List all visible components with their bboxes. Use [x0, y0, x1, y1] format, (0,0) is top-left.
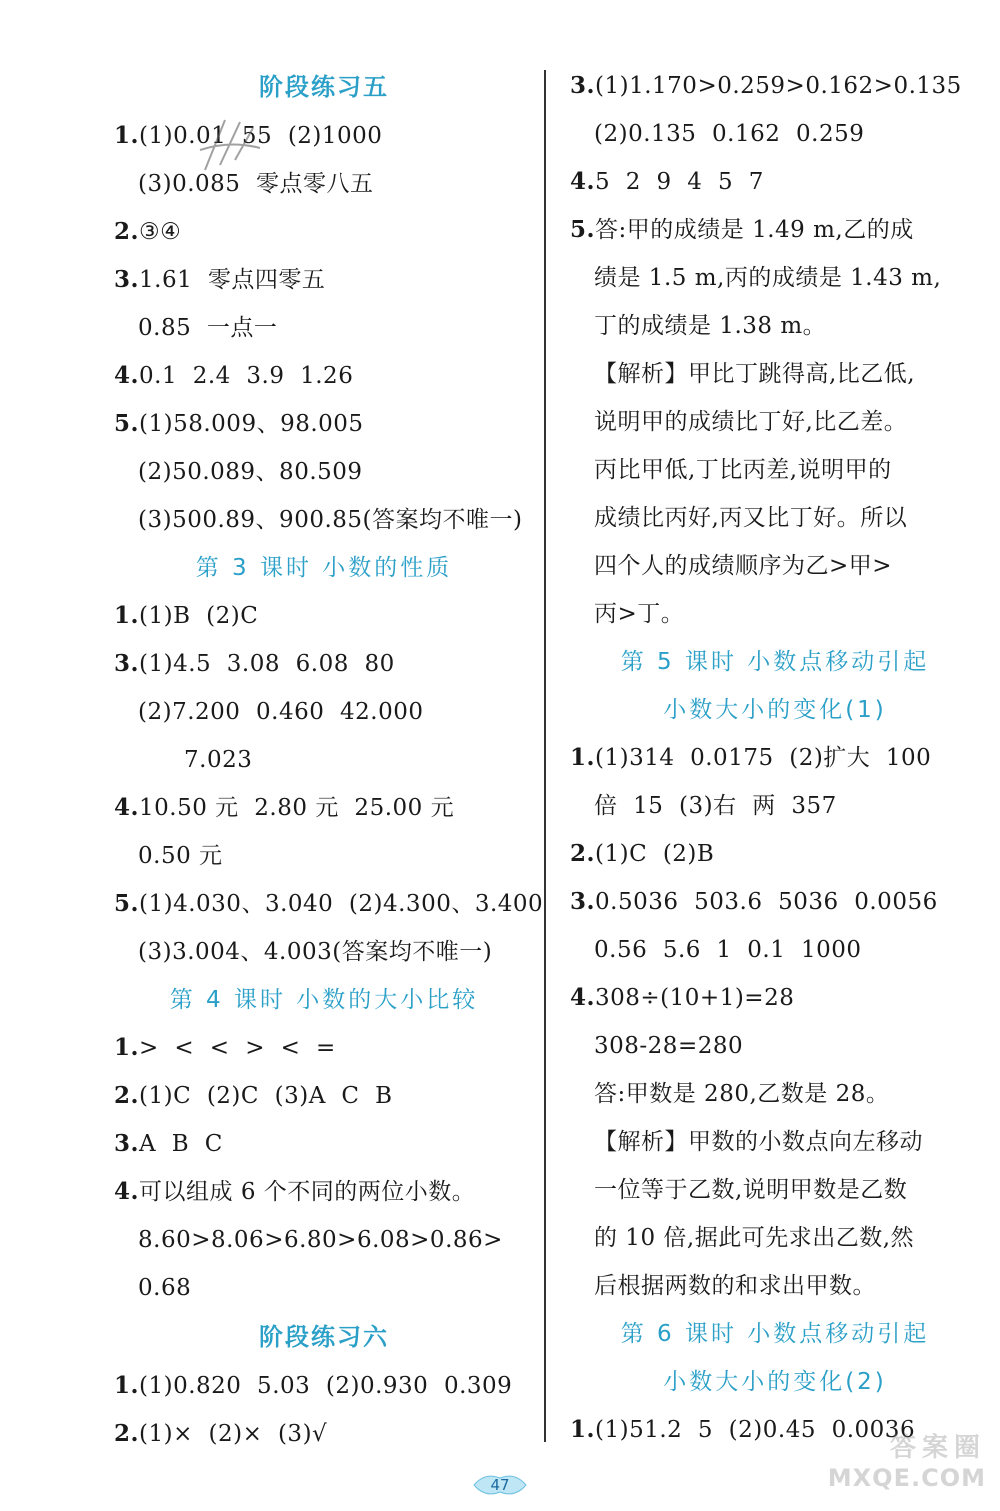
question-number: 3. [570, 888, 596, 915]
question-number: 4. [114, 794, 140, 821]
answer-text: 0.5036 503.6 5036 0.0056 [595, 889, 938, 915]
answer-text: 绩是 1.5 m,丙的成绩是 1.43 m, [594, 265, 942, 291]
question-number: 5. [570, 216, 596, 243]
answer-text: 可以组成 6 个不同的两位小数。 [139, 1179, 476, 1205]
answer-text: (1)B (2)C [139, 603, 259, 629]
answer-line [570, 974, 980, 1022]
answer-line [570, 734, 980, 782]
answer-text: 5 2 9 4 5 7 [595, 169, 764, 195]
question-number: 5. [114, 410, 140, 437]
answer-text: 0.50 元 [138, 843, 223, 869]
question-number: 1. [570, 1416, 596, 1443]
answer-line [114, 1410, 534, 1458]
answer-line [570, 1118, 980, 1166]
question-number: 2. [114, 1420, 140, 1447]
answer-line [114, 784, 534, 832]
question-number: 1. [114, 122, 140, 149]
answer-text: 丙比甲低,丁比丙差,说明甲的 [594, 457, 892, 483]
answer-text: 0.1 2.4 3.9 1.26 [139, 363, 354, 389]
answer-line [114, 400, 534, 448]
answer-text: (3)500.89、900.85(答案均不唯一) [138, 507, 523, 533]
question-number: 1. [114, 1372, 140, 1399]
section-heading: 第 4 课时 小数的大小比较 [169, 987, 479, 1013]
answer-line [114, 928, 534, 976]
answer-line [114, 736, 534, 784]
answer-text: (1)1.170>0.259>0.162>0.135 [595, 73, 962, 99]
answer-line [114, 112, 534, 160]
answer-text: 倍 15 (3)右 两 357 [594, 793, 837, 819]
answer-text: (3)0.085 零点零八五 [138, 171, 374, 197]
answer-text: 8.60>8.06>6.80>6.08>0.86> [138, 1227, 503, 1253]
answer-line [570, 1214, 980, 1262]
answer-line [570, 206, 980, 254]
answer-line [570, 494, 980, 542]
answer-text: (1)58.009、98.005 [139, 411, 364, 437]
section-heading: 第 5 课时 小数点移动引起 [620, 649, 930, 675]
answer-line [570, 254, 980, 302]
answer-line [570, 542, 980, 590]
answer-text: 【解析】甲比丁跳得高,比乙低, [594, 361, 916, 387]
answer-line [114, 1120, 534, 1168]
answer-line [114, 1072, 534, 1120]
answer-text: 308÷(10+1)=28 [595, 985, 795, 1011]
answer-text: 丙>丁。 [594, 601, 685, 627]
answer-line [114, 688, 534, 736]
answer-line [570, 302, 980, 350]
page-number: 47 [470, 1470, 530, 1500]
answer-line [570, 926, 980, 974]
answer-text: (1)314 0.0175 (2)扩大 100 [595, 745, 932, 771]
answer-line [114, 1264, 534, 1312]
answer-line [570, 590, 980, 638]
answer-line [114, 1024, 534, 1072]
answer-text: 一位等于乙数,说明甲数是乙数 [594, 1177, 908, 1203]
question-number: 5. [114, 890, 140, 917]
answer-text: (1)4.030、3.040 (2)4.300、3.400 [139, 891, 544, 917]
answer-line [114, 208, 534, 256]
watermark-top: 答案圈 [889, 1433, 986, 1463]
answer-text: (1)× (2)× (3)√ [139, 1421, 328, 1447]
answer-line [570, 62, 980, 110]
question-number: 3. [570, 72, 596, 99]
question-number: 3. [114, 266, 140, 293]
answer-line [114, 832, 534, 880]
question-number: 2. [570, 840, 596, 867]
answer-line [114, 1216, 534, 1264]
question-number: 1. [114, 602, 140, 629]
answer-text: A B C [139, 1131, 223, 1157]
answer-text: 0.56 5.6 1 0.1 1000 [594, 937, 862, 963]
pencil-scribble-mark [195, 110, 265, 180]
answer-line [570, 1166, 980, 1214]
answer-text: 【解析】甲数的小数点向左移动 [594, 1129, 923, 1155]
watermark [786, 1427, 986, 1497]
answer-text: 10.50 元 2.80 元 25.00 元 [139, 795, 455, 821]
answer-text: (1)4.5 3.08 6.08 80 [139, 651, 395, 677]
answer-text: 后根据两数的和求出甲数。 [594, 1273, 876, 1299]
section-heading: 阶段练习六 [259, 1323, 389, 1351]
right-column [570, 62, 980, 1454]
question-number: 4. [114, 362, 140, 389]
answer-text: (2)50.089、80.509 [138, 459, 363, 485]
answer-text: 成绩比丙好,丙又比丁好。所以 [594, 505, 908, 531]
answer-text: (2)7.200 0.460 42.000 [138, 699, 424, 725]
answer-text: 0.68 [138, 1275, 192, 1301]
answer-line [114, 640, 534, 688]
answer-line [570, 782, 980, 830]
answer-text: 的 10 倍,据此可先求出乙数,然 [594, 1225, 915, 1251]
left-column [114, 62, 544, 1458]
answer-line [570, 398, 980, 446]
answer-text: (1)0.820 5.03 (2)0.930 0.309 [139, 1373, 513, 1399]
answer-line [570, 446, 980, 494]
answer-line [114, 160, 534, 208]
section-heading: 阶段练习五 [259, 73, 389, 101]
section-heading: 小数大小的变化(1) [663, 697, 887, 723]
watermark-bottom: MXQE.COM [827, 1464, 986, 1492]
answer-line [570, 158, 980, 206]
answer-text: 答:甲的成绩是 1.49 m,乙的成 [595, 217, 914, 243]
question-number: 3. [114, 650, 140, 677]
column-divider [544, 70, 546, 1442]
answer-line [114, 1362, 534, 1410]
question-number: 1. [114, 1034, 140, 1061]
answer-text: 7.023 [184, 747, 253, 773]
answer-text: 丁的成绩是 1.38 m。 [594, 313, 827, 339]
section-heading: 第 6 课时 小数点移动引起 [620, 1321, 930, 1347]
answer-text: 308-28=280 [594, 1033, 744, 1059]
answer-line [570, 350, 980, 398]
answer-line [114, 352, 534, 400]
question-number: 3. [114, 1130, 140, 1157]
answer-line [114, 304, 534, 352]
answer-line [570, 1022, 980, 1070]
answer-text: > < < > < = [139, 1035, 336, 1061]
section-heading: 小数大小的变化(2) [663, 1369, 887, 1395]
answer-text: (1)C (2)B [595, 841, 715, 867]
answer-text: (1)0.01 55 (2)1000 [139, 123, 383, 149]
answer-text: ③④ [139, 219, 182, 245]
question-number: 4. [570, 168, 596, 195]
answer-line [114, 592, 534, 640]
question-number: 4. [570, 984, 596, 1011]
question-number: 2. [114, 1082, 140, 1109]
answer-text: 四个人的成绩顺序为乙>甲> [594, 553, 893, 579]
answer-text: (1)51.2 5 (2)0.45 0.0036 [595, 1417, 916, 1443]
answer-text: 1.61 零点四零五 [139, 267, 326, 293]
answer-line [114, 448, 534, 496]
question-number: 1. [570, 744, 596, 771]
section-heading: 第 3 课时 小数的性质 [195, 555, 453, 581]
question-number: 4. [114, 1178, 140, 1205]
answer-text: 说明甲的成绩比丁好,比乙差。 [594, 409, 908, 435]
answer-text: (3)3.004、4.003(答案均不唯一) [138, 939, 493, 965]
answer-line [570, 830, 980, 878]
answer-line [570, 1262, 980, 1310]
answer-line [570, 110, 980, 158]
answer-line [570, 878, 980, 926]
answer-text: 0.85 一点一 [138, 315, 278, 341]
answer-text: (1)C (2)C (3)A C B [139, 1083, 393, 1109]
answer-line [570, 1070, 980, 1118]
answer-line [114, 496, 534, 544]
answer-line [114, 880, 544, 928]
answer-text: 答:甲数是 280,乙数是 28。 [594, 1081, 890, 1107]
answer-line [114, 1168, 534, 1216]
answer-text: (2)0.135 0.162 0.259 [594, 121, 865, 147]
answer-line [114, 256, 534, 304]
question-number: 2. [114, 218, 140, 245]
